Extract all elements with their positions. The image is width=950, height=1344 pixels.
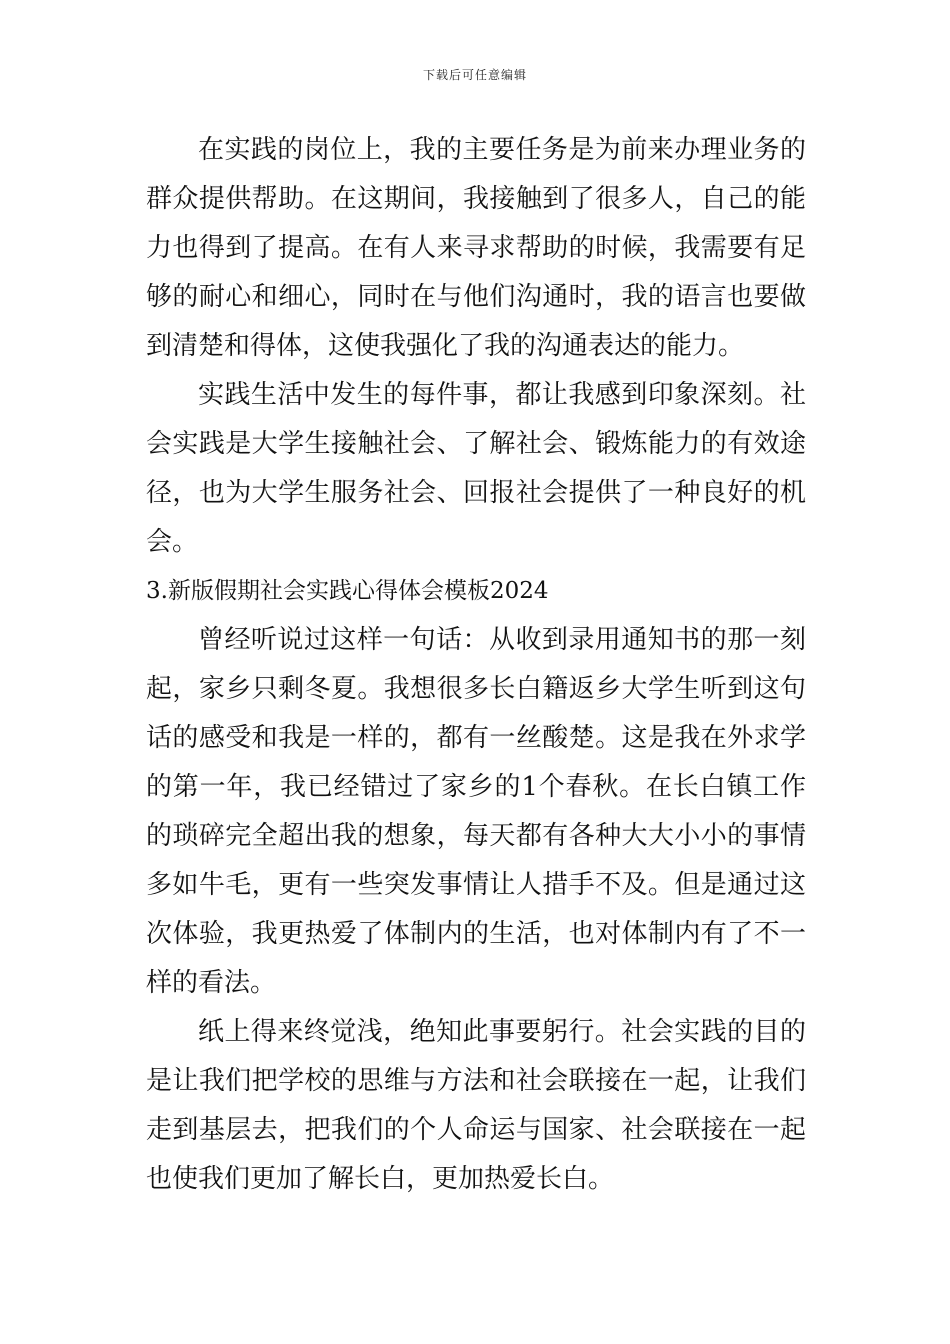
paragraph-2: 实践生活中发生的每件事，都让我感到印象深刻。社会实践是大学生接触社会、了解社会、锻炼能力的有效途径，也为大学生服务社会、回报社会提供了一种良好的机会。 — [146, 380, 806, 557]
section-paragraph-1: 曾经听说过这样一句话：从收到录用通知书的那一刻起，家乡只剩冬夏。我想很多长白籍返乡大学生听到这句话的感受和我是一样的，都有一丝酸楚。这是我在外求学的第一年，我已经错过了家乡的1个春秋。在长白镇工作的琐碎完全超出我的想象，每天都有各种大大小小的事情多如牛毛，更有一些突发事情让人措手不及。但是通过这次体验，我更热爱了体制内的生活，也对体制内有了不一样的看法。 — [146, 625, 806, 998]
paragraph-1: 在实践的岗位上，我的主要任务是为前来办理业务的群众提供帮助。在这期间，我接触到了很多人，自己的能力也得到了提高。在有人来寻求帮助的时候，我需要有足够的耐心和细心，同时在与他们沟通时，我的语言也要做到清楚和得体，这使我强化了我的沟通表达的能力。 — [146, 135, 806, 361]
section-paragraph-2: 纸上得来终觉浅，绝知此事要躬行。社会实践的目的是让我们把学校的思维与方法和社会联接在一起，让我们走到基层去，把我们的个人命运与国家、社会联接在一起也使我们更加了解长白，更加热爱长白。 — [146, 1017, 806, 1194]
document-body — [146, 126, 806, 1204]
section-heading: 3.新版假期社会实践心得体会模板2024 — [146, 578, 549, 604]
header-note: 下载后可任意编辑 — [422, 68, 527, 82]
